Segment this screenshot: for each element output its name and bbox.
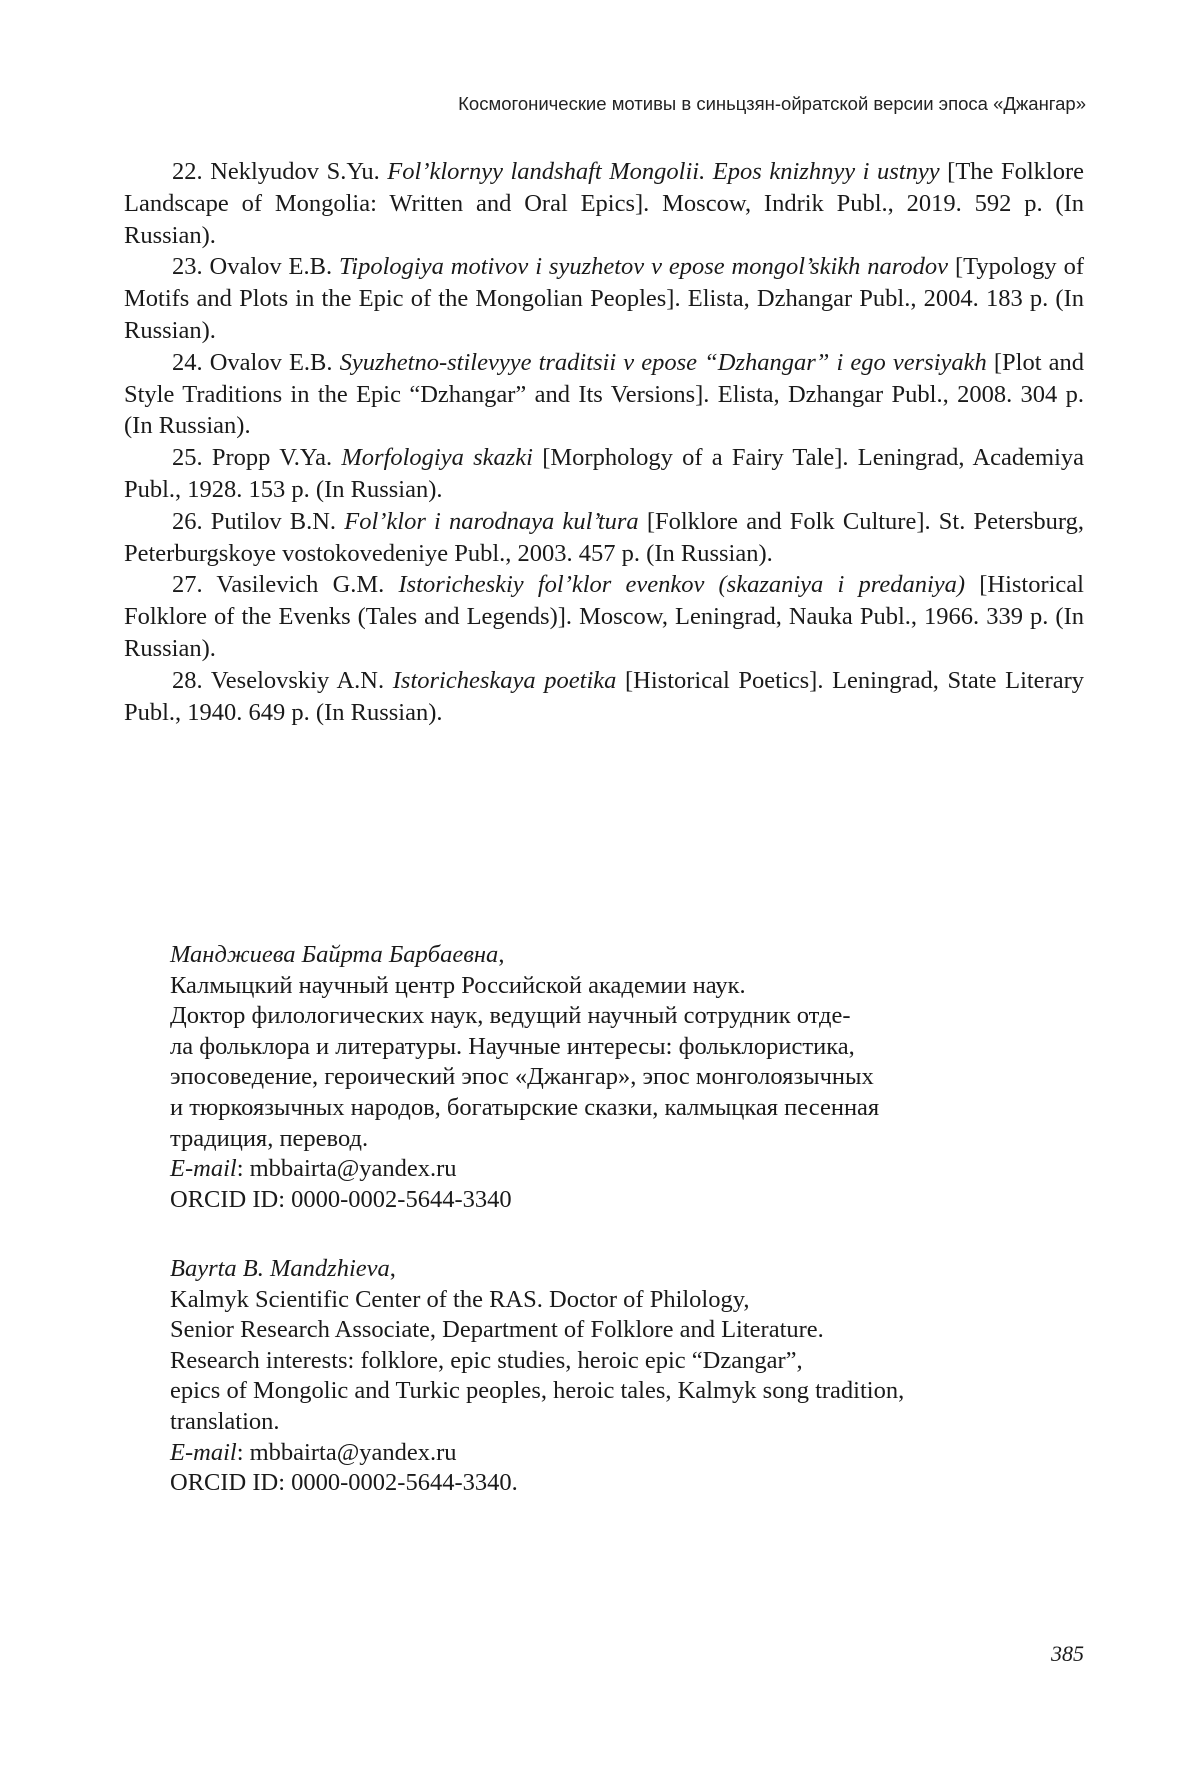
reference-number: 26. bbox=[172, 507, 203, 535]
bio-line: Калмыцкий научный центр Российской академии наук. bbox=[170, 971, 746, 999]
reference-author: Neklyudov S.Yu. bbox=[210, 158, 380, 185]
reference-author: Putilov B.N. bbox=[210, 507, 337, 535]
reference-author: Ovalov E.B. bbox=[209, 348, 333, 376]
reference-number: 28. bbox=[172, 666, 203, 694]
reference-item bbox=[124, 156, 1084, 251]
email-address: : mbbairta@yandex.ru bbox=[236, 1438, 457, 1466]
bio-line: Kalmyk Scientific Center of the RAS. Doctor of Philology, bbox=[170, 1285, 750, 1313]
author-name-line: Bayrta B. Mandzhieva, bbox=[170, 1255, 396, 1282]
bio-line: translation. bbox=[170, 1407, 280, 1435]
orcid-line: ORCID ID: 0000-0002-5644-3340 bbox=[170, 1185, 512, 1213]
author-name: Манджиева Байрта Барбаевна bbox=[170, 941, 499, 968]
email-label: E-mail bbox=[170, 1155, 237, 1183]
email-label: E-mail bbox=[170, 1438, 237, 1466]
bio-line: epics of Mongolic and Turkic peoples, heroic tales, Kalmyk song tradition, bbox=[170, 1377, 905, 1405]
reference-details: [Historical Poetics]. Leningrad, State Literary Publ., 1940. 649 p. (In Russian). bbox=[124, 666, 1085, 726]
reference-title: Istoricheskiy fol’klor evenkov (skazaniya i predaniya) bbox=[398, 571, 966, 599]
reference-title: Morfologiya skazki bbox=[341, 444, 533, 472]
bio-line: Доктор филологических наук, ведущий научный сотрудник отде- bbox=[170, 1002, 851, 1030]
bio-line: Research interests: folklore, epic studies, heroic epic “Dzangar”, bbox=[170, 1346, 803, 1374]
reference-list bbox=[124, 156, 1084, 728]
reference-details: [The Folklore Landscape of Mongolia: Written and Oral Epics]. Moscow, Indrik Publ., 2019. 592 p. (In Russian). bbox=[124, 158, 1084, 249]
reference-details: [Typology of Motifs and Plots in the Epic of the Mongolian Peoples]. Elista, Dzhangar Publ., 2004. 183 p. (In Russian). bbox=[124, 253, 1084, 344]
author-info-russian bbox=[170, 940, 1100, 1215]
reference-title: Tipologiya motivov i syuzhetov v epose mongol’skikh narodov bbox=[339, 253, 949, 281]
reference-item bbox=[124, 442, 1084, 506]
bio-line: традиция, перевод. bbox=[170, 1124, 369, 1152]
reference-item bbox=[124, 251, 1084, 346]
running-header: Космогонические мотивы в синьцзян-ойратской версии эпоса «Джангар» bbox=[458, 93, 1086, 114]
reference-title: Istoricheskaya poetika bbox=[392, 666, 617, 694]
reference-item bbox=[124, 569, 1084, 664]
reference-author: Vasilevich G.M. bbox=[216, 571, 385, 599]
reference-number: 24. bbox=[172, 348, 203, 376]
reference-number: 27. bbox=[172, 571, 203, 599]
reference-author: Propp V.Ya. bbox=[211, 444, 333, 472]
reference-author: Ovalov E.B. bbox=[209, 253, 333, 281]
reference-number: 25. bbox=[172, 444, 203, 472]
reference-details: [Folklore and Folk Culture]. St. Petersburg, Peterburgskoye vostokovedeniye Publ., 2003. 457 p. (In Russian). bbox=[124, 507, 1084, 567]
reference-number: 22. bbox=[172, 158, 203, 185]
reference-number: 23. bbox=[172, 253, 203, 281]
reference-details: [Morphology of a Fairy Tale]. Leningrad, Academiya Publ., 1928. 153 p. (In Russian). bbox=[124, 444, 1085, 503]
bio-line: Senior Research Associate, Department of Folklore and Literature. bbox=[170, 1316, 824, 1344]
email-line bbox=[170, 1154, 1100, 1185]
page-number: 385 bbox=[1051, 1641, 1084, 1666]
bio-line: эпосоведение, героический эпос «Джангар», эпос монголоязычных bbox=[170, 1063, 874, 1091]
reference-item bbox=[124, 347, 1084, 442]
reference-item bbox=[124, 665, 1084, 729]
reference-details: [Plot and Style Traditions in the Epic “Dzhangar” and Its Versions]. Elista, Dzhangar Publ., 2008. 304 p. (In Russian). bbox=[124, 348, 1085, 440]
orcid-line: ORCID ID: 0000-0002-5644-3340. bbox=[170, 1469, 518, 1497]
email-line bbox=[170, 1438, 1100, 1469]
bio-line: и тюркоязычных народов, богатырские сказки, калмыцкая песенная bbox=[170, 1093, 880, 1121]
author-name: Bayrta B. Mandzhieva bbox=[170, 1255, 390, 1282]
author-name-line: Манджиева Байрта Барбаевна, bbox=[170, 941, 505, 968]
reference-author: Veselovskiy A.N. bbox=[210, 666, 385, 694]
reference-title: Syuzhetno-stilevyye traditsii v epose “Dzhangar” i ego versiyakh bbox=[339, 348, 987, 376]
reference-item bbox=[124, 506, 1084, 570]
reference-title: Fol’klornyy landshaft Mongolii. Epos knizhnyy i ustnyy bbox=[387, 158, 940, 185]
bio-line: ла фольклора и литературы. Научные интересы: фольклористика, bbox=[170, 1032, 855, 1060]
reference-details: [Historical Folklore of the Evenks (Tales and Legends)]. Moscow, Leningrad, Nauka Publ., 1966. 339 p. (In Russian). bbox=[124, 571, 1084, 662]
email-address: : mbbairta@yandex.ru bbox=[236, 1155, 457, 1183]
reference-title: Fol’klor i narodnaya kul’tura bbox=[344, 507, 639, 535]
author-info-english bbox=[170, 1254, 1100, 1499]
